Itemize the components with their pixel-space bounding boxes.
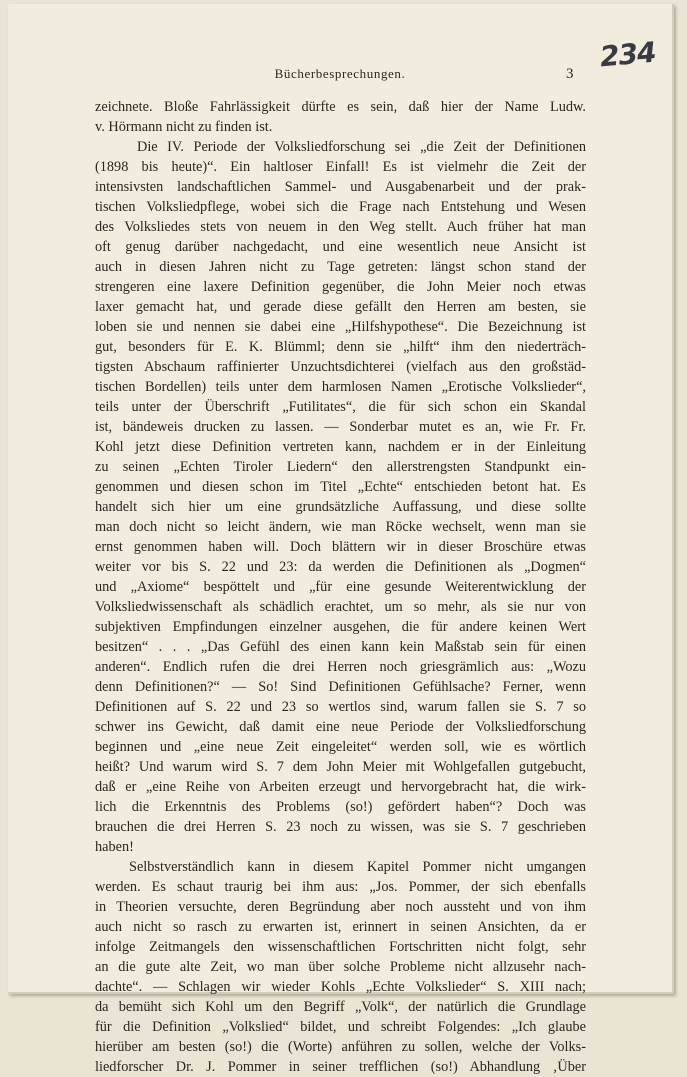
text-line: und „Axiome“ bespöttelt und „für eine gesunde Weiterentwicklung der (95, 579, 586, 595)
text-line: oft genug darüber nachgedacht, und eine wesentlich neue Ansicht ist (95, 239, 586, 255)
text-line: weiter vor bis S. 22 und 23: da werden die Definitionen als „Dogmen“ (95, 559, 586, 575)
page-number: 3 (566, 66, 574, 82)
text-line: haben! (95, 839, 134, 855)
text-line: in Theorien versuchte, deren Begründung aber noch aussteht und von ihm (95, 899, 586, 915)
text-line: zeichnete. Bloße Fahrlässigkeit dürfte es sein, daß hier der Name Ludw. (95, 99, 586, 115)
text-line: daß er „eine Reihe von Arbeiten erzeugt und hervorgebracht hat, die wirk- (95, 779, 586, 795)
text-line: teils unter der Überschrift „Futilitates“, die für sich schon ein Skandal (95, 399, 586, 415)
text-line: subjektiven Empfindungen einzelner ausgehen, die für andere keinen Wert (95, 619, 586, 635)
text-line: v. Hörmann nicht zu finden ist. (95, 119, 273, 135)
text-line: tischen Bordellen) teils unter dem harmlosen Namen „Erotische Volkslieder“, (95, 379, 586, 395)
text-line: strengeren eine laxere Definition gegenüber, die John Meier noch etwas (95, 279, 586, 295)
text-line: man doch nicht so leicht ändern, wie man Röcke wechselt, wenn man sie (95, 519, 586, 535)
text-line: ernst genommen haben will. Doch blättern wir in dieser Broschüre etwas (95, 539, 586, 555)
text-line: loben sie und nennen sie dabei eine „Hilfshypothese“. Die Bezeichnung ist (95, 319, 586, 335)
text-line: schwer ins Gewicht, daß damit eine neue Periode der Volksliedforschung (95, 719, 586, 735)
text-line: hierüber am besten (so!) die (Worte) anführen zu sollen, welche der Volks- (95, 1039, 586, 1055)
text-line: da bemüht sich Kohl um den Begriff „Volk“, der natürlich die Grundlage (95, 999, 586, 1015)
text-line: Volksliedwissenschaft als schädlich erachtet, um so mehr, als sie nur von (95, 599, 586, 615)
text-line: zu seinen „Echten Tiroler Liedern“ den allerstrengsten Standpunkt ein- (95, 459, 586, 475)
text-line: an die gute alte Zeit, wo man über solche Probleme nicht allzusehr nach- (95, 959, 586, 975)
text-line: Definitionen auf S. 22 und 23 so wertlos sind, warum fallen sie S. 7 so (95, 699, 586, 715)
text-line: werden. Es schaut traurig bei ihm aus: „Jos. Pommer, der sich ebenfalls (95, 879, 586, 895)
text-line: Die IV. Periode der Volksliedforschung sei „die Zeit der Definitionen (137, 139, 586, 155)
book-page (8, 4, 674, 1075)
text-line: auch nicht so rasch zu erwarten ist, erinnert in seinen Ansichten, da er (95, 919, 586, 935)
text-line: beginnen und „eine neue Zeit eingeleitet“ werden soll, wie es wörtlich (95, 739, 586, 755)
text-line: tischen Volksliedpflege, wobei sich die Frage nach Entstehung und Wesen (95, 199, 586, 215)
text-line: für die Definition „Volkslied“ bildet, und schreibt Folgendes: „Ich glaube (95, 1019, 586, 1035)
text-line: liedforscher Dr. J. Pommer in seiner trefflichen (so!) Abhandlung ‚Über (95, 1059, 586, 1075)
text-line: lich die Erkenntnis des Problems (so!) gefördert haben“? Doch was (95, 799, 586, 815)
text-line: Selbstverständlich kann in diesem Kapitel Pommer nicht umgangen (129, 859, 586, 875)
text-line: intensivsten landschaftlichen Sammel- und Ausgabenarbeit und der prak- (95, 179, 586, 195)
text-line: auch in diesen Jahren nicht zu Tage getreten: längst schon stand der (95, 259, 586, 275)
handwritten-page-number: 234 (598, 35, 657, 74)
text-line: anderen“. Endlich rufen die drei Herren noch griesgrämlich aus: „Wozu (95, 659, 586, 675)
text-line: ist, bändeweis drucken zu lassen. — Sonderbar mutet es an, wie Fr. Fr. (95, 419, 586, 435)
text-line: infolge Zeitmangels den wissenschaftlichen Fortschritten nicht folgt, sehr (95, 939, 586, 955)
text-line: handelt sich hier um eine grundsätzliche Auffassung, und diese sollte (95, 499, 586, 515)
text-line: denn Definitionen?“ — So! Sind Definitionen Gefühlsache? Ferner, wenn (95, 679, 586, 695)
running-head: Bücherbesprechungen. (274, 66, 406, 81)
text-line: heißt? Und warum wird S. 7 dem John Meier mit Wohlgefallen gutgebucht, (95, 759, 586, 775)
text-line: genommen und diesen schon im Titel „Echte“ entschieden betont hat. Es (95, 479, 586, 495)
text-line: (1898 bis heute)“. Ein haltloser Einfall! Es ist vielmehr die Zeit der (95, 159, 586, 175)
text-line: tigsten Abschaum raffinierter Unzuchtsdichterei (vielfach aus den großstäd- (95, 359, 586, 375)
text-line: laxer gemacht hat, und gerade diese gefällt den Herren am besten, sie (95, 299, 586, 315)
text-line: dachte“. — Schlagen wir wieder Kohls „Echte Volkslieder“ S. XIII nach; (95, 979, 586, 995)
text-line: gut, besonders für E. K. Blümml; denn sie „hilft“ ihm den niederträch- (95, 339, 586, 355)
text-line: Kohl jetzt diese Definition vertreten kann, nachdem er in der Einleitung (95, 439, 586, 455)
body-text (95, 97, 586, 1077)
text-line: besitzen“ . . . „Das Gefühl des einen kann kein Maßstab sein für einen (95, 639, 586, 655)
text-line: brauchen die drei Herren S. 23 noch zu wissen, was sie S. 7 geschrieben (95, 819, 586, 835)
text-line: des Volksliedes stets von neuem in den Weg stellt. Auch früher hat man (95, 219, 586, 235)
